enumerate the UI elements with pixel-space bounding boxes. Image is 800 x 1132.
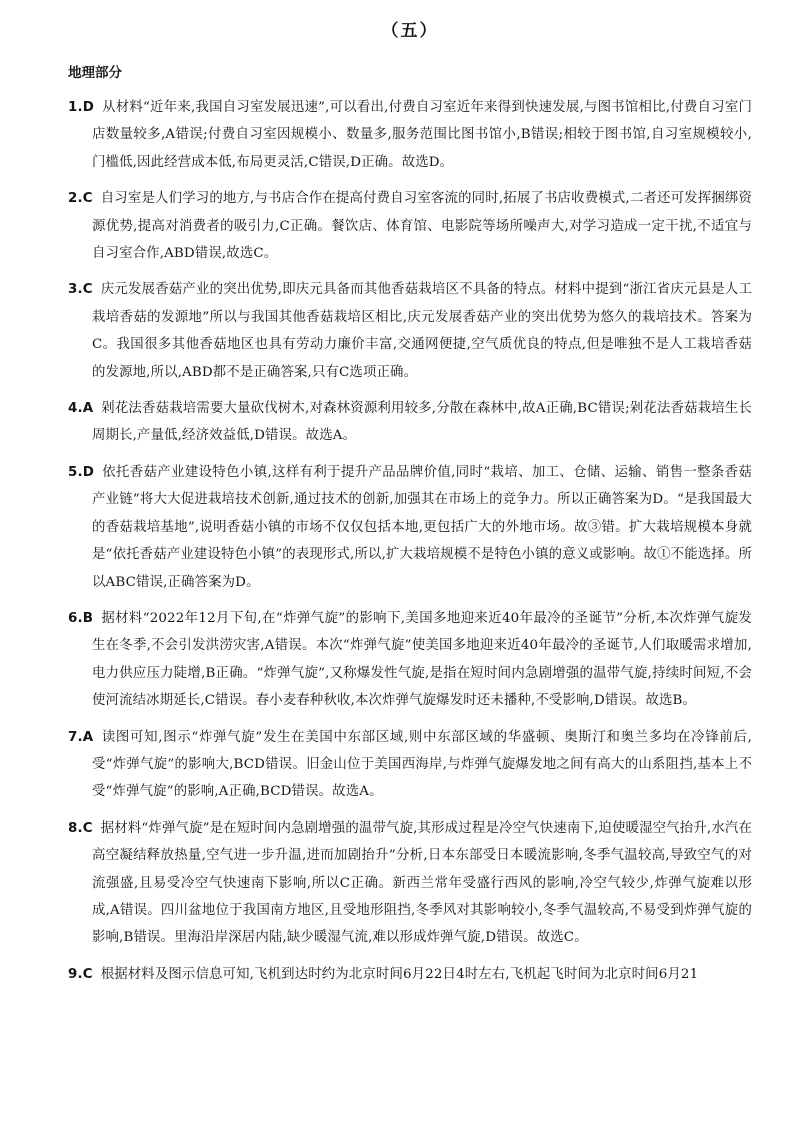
section-title: 地理部分 [68, 65, 122, 81]
answer-number: 2.C [68, 191, 93, 207]
answer-explanation: 剁花法香菇栽培需要大量砍伐树木,对森林资源利用较多,分散在森林中,故A正确,BC错误;剁花法香菇栽培生长周期长,产量低,经济效益低,D错误。故选A。 [92, 401, 752, 444]
answer-explanation: 自习室是人们学习的地方,与书店合作在提高付费自习室客流的同时,拓展了书店收费模式,二者还可发挥捆绑资源优势,提高对消费者的吸引力,C正确。餐饮店、体育馆、电影院等场所噪声大,对学习造成一定干扰,不适宜与自习室合作,ABD错误,故选C。 [92, 191, 752, 262]
answer-explanation: 根据材料及图示信息可知,飞机到达时约为北京时间6月22日4时左右,飞机起飞时间为北京时间6月21 [100, 966, 699, 982]
answer-item-6 [68, 605, 752, 715]
answer-explanation: 庆元发展香菇产业的突出优势,即庆元具备而其他香菇栽培区不具备的特点。材料中提到“浙江省庆元县是人工栽培香菇的发源地”所以与我国其他香菇栽培区相比,庆元发展香菇产业的突出优势为悠久的栽培技术。答案为C。我国很多其他香菇地区也具有劳动力廉价丰富,交通网便捷,空气质优良的特点,但是唯独不是人工栽培香菇的发源地,所以,ABD都不是正确答案,只有C选项正确。 [92, 282, 752, 380]
answer-item-1 [68, 94, 752, 176]
answer-number: 6.B [68, 610, 94, 626]
answer-explanation: 据材料“炸弹气旋”是在短时间内急剧增强的温带气旋,其形成过程是冷空气快速南下,迫使暖湿空气抬升,水汽在高空凝结释放热量,空气进一步升温,进而加剧抬升”分析,日本东部受日本暖流影响,冬季气温较高,导致空气的对流强盛,且易受冷空气快速南下影响,所以C正确。新西兰常年受盛行西风的影响,冷空气较少,炸弹气旋难以形成,A错误。四川盆地位于我国南方地区,且受地形阻挡,冬季风对其影响较小,冬季气温较高,不易受到炸弹气旋的影响,B错误。里海沿岸深居内陆,缺少暖湿气流,难以形成炸弹气旋,D错误。故选C。 [92, 820, 752, 946]
answer-item-7 [68, 724, 752, 806]
page-title: （五） [381, 21, 439, 41]
answer-number: 4.A [68, 401, 94, 417]
answer-number: 7.A [68, 729, 94, 745]
answer-number: 3.C [68, 282, 93, 298]
answer-explanation: 从材料“近年来,我国自习室发展迅速”,可以看出,付费自习室近年来得到快速发展,与图书馆相比,付费自习室门店数量较多,A错误;付费自习室因规模小、数量多,服务范围比图书馆小,B错误;相较于图书馆,自习室规模较小,门槛低,因此经营成本低,布局更灵活,C错误,D正确。故选D。 [92, 100, 752, 170]
answer-list [68, 94, 752, 988]
answer-item-5 [68, 459, 752, 596]
answer-item-2 [68, 185, 752, 267]
answer-number: 1.D [68, 100, 94, 115]
answer-number: 8.C [68, 820, 93, 836]
answer-number: 9.C [68, 966, 93, 982]
answer-item-4 [68, 395, 752, 450]
answer-item-8 [68, 815, 752, 952]
answer-explanation: 据材料“2022年12月下旬,在“炸弹气旋”的影响下,美国多地迎来近40年最冷的圣诞节”分析,本次炸弹气旋发生在冬季,不会引发洪涝灾害,A错误。本次“炸弹气旋”使美国多地迎来近40年最冷的圣诞节,人们取暖需求增加,电力供应压力陡增,B正确。“炸弹气旋”,又称爆发性气旋,是指在短时间内急剧增强的温带气旋,持续时间短,不会使河流结冰期延长,C错误。春小麦春种秋收,本次炸弹气旋爆发时还未播种,不受影响,D错误。故选B。 [92, 610, 752, 709]
answer-item-3 [68, 276, 752, 386]
answer-explanation: 读图可知,图示“炸弹气旋”发生在美国中东部区域,则中东部区域的华盛顿、奥斯汀和奥兰多均在冷锋前后,受“炸弹气旋”的影响大,BCD错误。旧金山位于美国西海岸,与炸弹气旋爆发地之间有高大的山系阻挡,基本上不受“炸弹气旋”的影响,A正确,BCD错误。故选A。 [92, 729, 752, 800]
answer-number: 5.D [68, 464, 94, 480]
answer-item-9 [68, 961, 752, 988]
answer-explanation: 依托香菇产业建设特色小镇,这样有利于提升产品品牌价值,同时“栽培、加工、仓储、运输、销售一整条香菇产业链”将大大促进栽培技术创新,通过技术的创新,加强其在市场上的竞争力。所以正确答案为D。“是我国最大的香菇栽培基地”,说明香菇小镇的市场不仅仅包括本地,更包括广大的外地市场。故③错。扩大栽培规模本身就是“依托香菇产业建设特色小镇”的表现形式,所以,扩大栽培规模不是特色小镇的意义或影响。故①不能选择。所以ABC错误,正确答案为D。 [92, 464, 752, 590]
